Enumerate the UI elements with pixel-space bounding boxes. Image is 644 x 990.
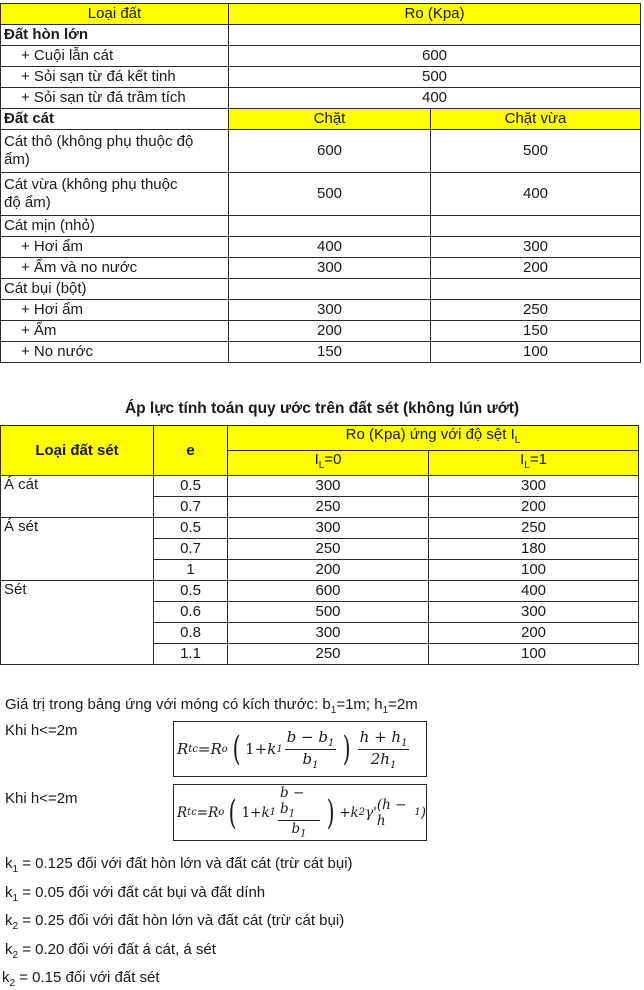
formula-box-2: R tc = R o ( 1+ k 1 $\frac{b - b_1}{b_1}$ ) + k 2 γ' (h − h 1 ) [173, 784, 427, 841]
table2-header-row1 [1, 426, 639, 451]
close-paren: ) [326, 792, 335, 833]
clay-table-title: Áp lực tính toán quy ước trên đất sét (không lún ướt) [124, 400, 520, 417]
table-row: Á sét 0.5 300 250 [1, 518, 639, 539]
table-row: + Cuội lẫn cát 600 [1, 46, 641, 67]
table-row: Cát thô (không phụ thuộc độ ẩm) 600 500 [1, 130, 641, 173]
header-ro: Ro (Kpa) [229, 4, 641, 25]
header-ro-il: Ro (Kpa) ứng với độ sệt $I_L$ [228, 426, 639, 451]
clay-group-label: Á cát [1, 476, 154, 518]
close-paren: ) [343, 729, 351, 769]
k-coefficient-line: $k_1 = 0.125$ đối với đất hòn lớn và đất cát (trừ cát bụi) [5, 855, 353, 875]
table-row: Sét 0.5 600 400 [1, 581, 639, 602]
bearing-capacity-table [0, 3, 641, 363]
header-medium: Chặt vừa [431, 109, 641, 130]
fraction-h: $\frac{h + h_1}{2h_1}$ [359, 727, 408, 771]
table-row: 0.7 250 200 [1, 497, 639, 518]
table-row: + Ẩm 200 150 [1, 321, 641, 342]
header-il0: $I_L=0$ [228, 451, 429, 476]
table-row: 0.6 500 300 [1, 602, 639, 623]
k-coefficient-line: $k_1 = 0.05$ đối với đất cát bụi và đất dính [5, 884, 266, 904]
table-row: Cát bụi (bột) [1, 279, 641, 300]
open-paren: ( [228, 792, 237, 833]
header-il1: $I_L=1$ [429, 451, 639, 476]
open-paren: ( [232, 729, 241, 769]
clay-pressure-table [0, 425, 639, 665]
table-row: + Ẩm và no nước 300 200 [1, 258, 641, 279]
table-row: 1 200 100 [1, 560, 639, 581]
group-row-sand [1, 109, 641, 130]
table-row: 0.7 250 180 [1, 539, 639, 560]
group-row-large [1, 25, 641, 46]
table-row: 1.1 250 100 [1, 644, 639, 665]
header-clay-type: Loại đất sét [1, 426, 154, 476]
k-coefficient-line: $k_2 = 0.20$ đối với đất á cát, á sét [5, 941, 216, 961]
k-coefficient-line: $k_2 = 0.15$ đối với đất sét [2, 969, 160, 989]
formula-box-1: R tc = R o ( 1+ k 1 $\frac{b - b_1}{b_1}$ ) $\frac{h + h_1}{2h_1}$ [173, 721, 427, 777]
foundation-size-note: Giá trị trong bảng ứng với móng có kích thước: $b_1=1m$; $h_1=2m$ [5, 696, 418, 716]
table-row: + Hơi ẩm 400 300 [1, 237, 641, 258]
table-row: + Sỏi sạn từ đá kết tinh 500 [1, 67, 641, 88]
k-coefficient-line: $k_2 = 0.25$ đối với đất hòn lớn và đất cát (trừ cát bụi) [5, 912, 345, 932]
group-label-large: Đất hòn lớn [1, 25, 229, 46]
group-label-sand: Đất cát [1, 109, 229, 130]
clay-group-label: Sét [1, 581, 154, 665]
fraction-b: $\frac{b - b_1}{b_1}$ [278, 785, 320, 839]
table-row: Cát mịn (nhỏ) [1, 216, 641, 237]
fraction-b: $\frac{b - b_1}{b_1}$ [286, 727, 335, 771]
condition-label-2: Khi h<=2m [5, 790, 78, 807]
header-soil-type: Loại đất [1, 4, 229, 25]
header-e: e [154, 426, 228, 476]
condition-label-1: Khi h<=2m [5, 722, 78, 739]
table-row: 0.8 300 200 [1, 623, 639, 644]
table1-header-row [1, 4, 641, 25]
table-row: + No nước 150 100 [1, 342, 641, 363]
table-row: + Hơi ẩm 300 250 [1, 300, 641, 321]
table-row: Cát vừa (không phụ thuộc độ ẩm) 500 400 [1, 173, 641, 216]
table-row: Á cát 0.5 300 300 [1, 476, 639, 497]
table-row: + Sỏi sạn từ đá trầm tích 400 [1, 88, 641, 109]
header-dense: Chặt [229, 109, 431, 130]
clay-group-label: Á sét [1, 518, 154, 581]
